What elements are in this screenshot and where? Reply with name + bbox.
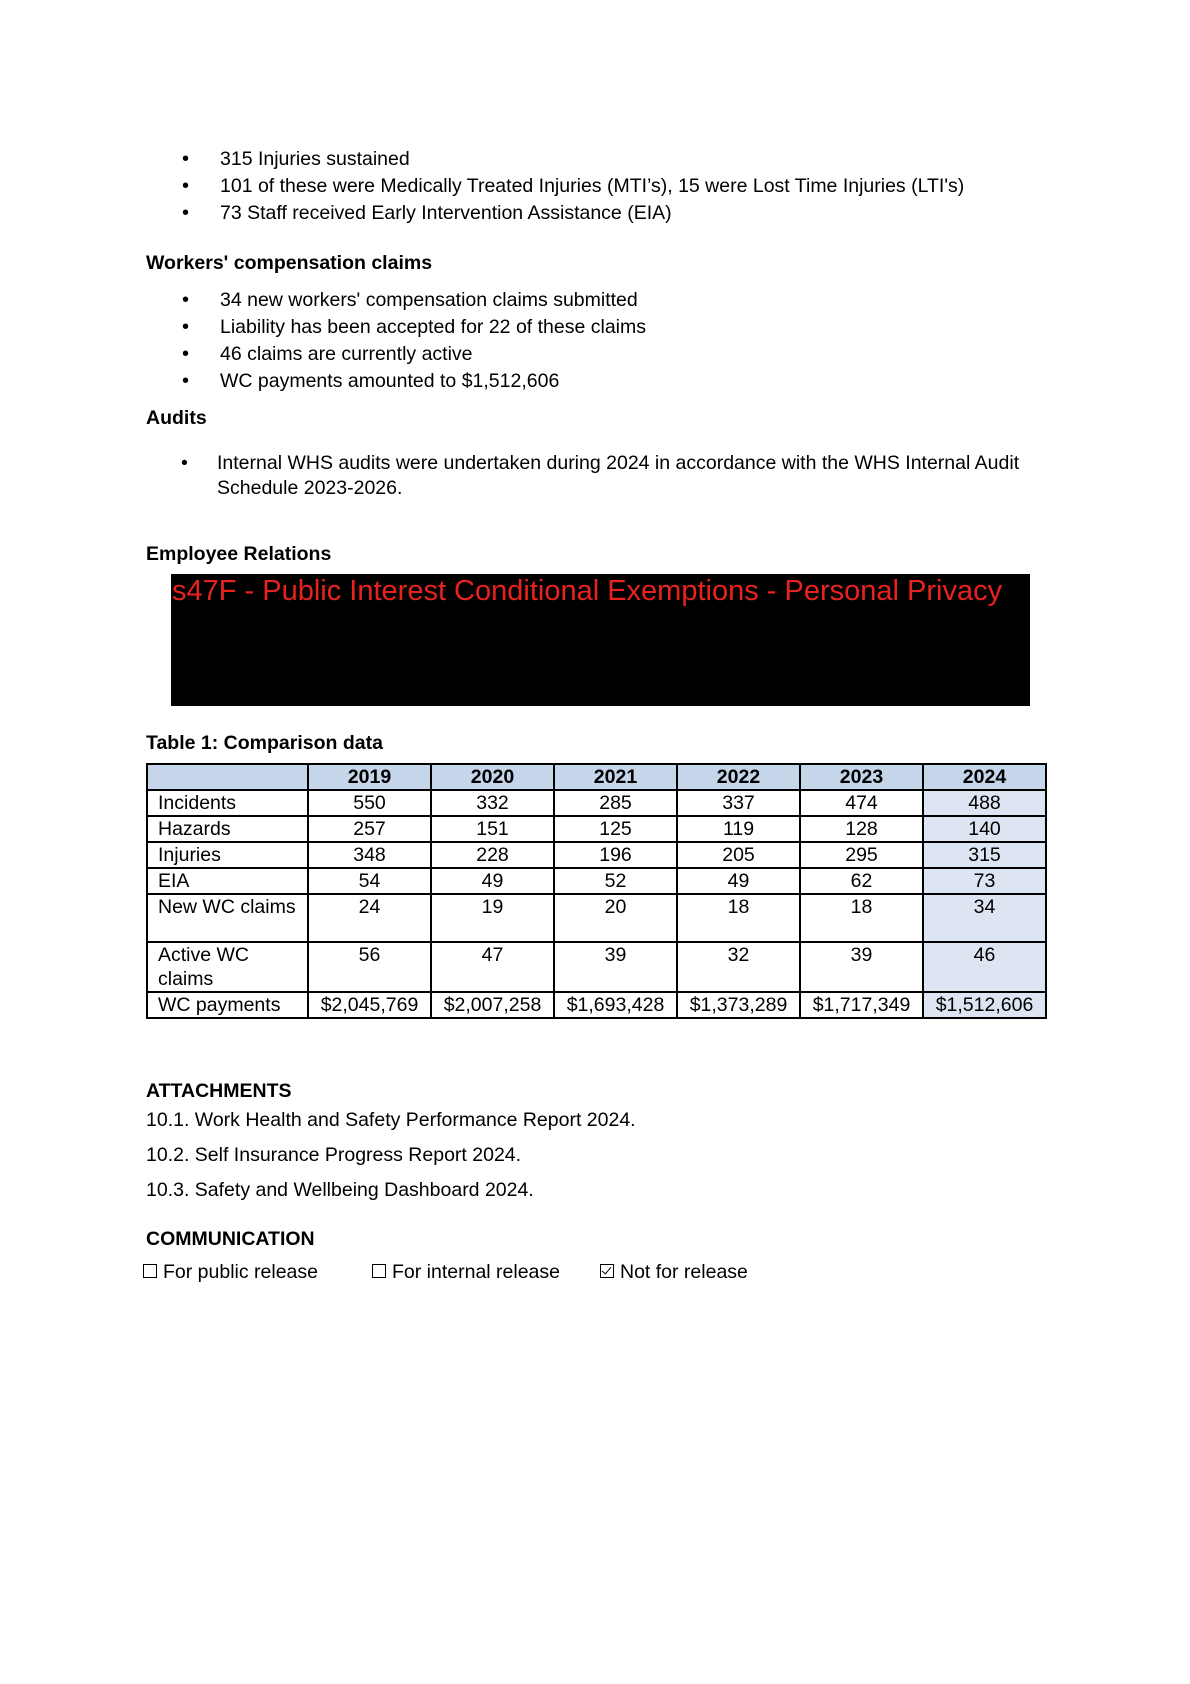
attachment-link[interactable]: 10.2. Self Insurance Progress Report 2024. bbox=[146, 1144, 522, 1166]
table-cell: 151 bbox=[431, 816, 554, 842]
table-cell: 19 bbox=[431, 894, 554, 942]
table-header-cell bbox=[147, 764, 308, 790]
table-cell: 54 bbox=[308, 868, 431, 894]
table-cell: 52 bbox=[554, 868, 677, 894]
table-cell: 46 bbox=[923, 942, 1046, 992]
audits-heading: Audits bbox=[146, 407, 207, 429]
table-cell: $1,512,606 bbox=[923, 992, 1046, 1018]
row-label: EIA bbox=[147, 868, 308, 894]
whs-summary-list bbox=[220, 146, 964, 227]
audit-list-item: • Internal WHS audits were undertaken during 2024 in accordance with the WHS Internal Audit Schedule 2023-2026. bbox=[217, 451, 1097, 501]
table-header-cell: 2024 bbox=[923, 764, 1046, 790]
attachments-heading: ATTACHMENTS bbox=[146, 1080, 292, 1102]
table-row bbox=[147, 816, 1046, 842]
table-cell: 73 bbox=[923, 868, 1046, 894]
table-cell: 332 bbox=[431, 790, 554, 816]
table-header-cell: 2019 bbox=[308, 764, 431, 790]
table-cell: 47 bbox=[431, 942, 554, 992]
list-item: • 46 claims are currently active bbox=[220, 341, 646, 368]
table-cell: 140 bbox=[923, 816, 1046, 842]
table-cell: 18 bbox=[677, 894, 800, 942]
list-item: • WC payments amounted to $1,512,606 bbox=[220, 368, 646, 395]
table-cell: 62 bbox=[800, 868, 923, 894]
row-label: Hazards bbox=[147, 816, 308, 842]
checkbox-checked-icon[interactable] bbox=[600, 1264, 614, 1278]
table-cell: 18 bbox=[800, 894, 923, 942]
table-row bbox=[147, 942, 1046, 992]
table-cell: 474 bbox=[800, 790, 923, 816]
option-label: Not for release bbox=[620, 1261, 748, 1283]
table-cell: 125 bbox=[554, 816, 677, 842]
table-header-cell: 2022 bbox=[677, 764, 800, 790]
row-label: WC payments bbox=[147, 992, 308, 1018]
table-header-cell: 2023 bbox=[800, 764, 923, 790]
table-caption: Table 1: Comparison data bbox=[146, 732, 383, 754]
table-cell: $2,007,258 bbox=[431, 992, 554, 1018]
table-cell: $2,045,769 bbox=[308, 992, 431, 1018]
redaction-label: s47F - Public Interest Conditional Exemptions - Personal Privacy bbox=[172, 575, 1003, 607]
table-cell: 39 bbox=[554, 942, 677, 992]
table-cell: 205 bbox=[677, 842, 800, 868]
table-cell: 348 bbox=[308, 842, 431, 868]
option-label: For internal release bbox=[392, 1261, 560, 1283]
row-label: Active WC claims bbox=[147, 942, 308, 992]
table-cell: 285 bbox=[554, 790, 677, 816]
comparison-table bbox=[146, 763, 1047, 1019]
table-cell: 257 bbox=[308, 816, 431, 842]
table-cell: 39 bbox=[800, 942, 923, 992]
table-header-cell: 2020 bbox=[431, 764, 554, 790]
table-cell: 34 bbox=[923, 894, 1046, 942]
table-row bbox=[147, 894, 1046, 942]
option-not-for-release[interactable] bbox=[600, 1260, 748, 1284]
table-cell: $1,717,349 bbox=[800, 992, 923, 1018]
table-cell: $1,693,428 bbox=[554, 992, 677, 1018]
attachment-link[interactable]: 10.3. Safety and Wellbeing Dashboard 2024. bbox=[146, 1179, 534, 1201]
table-cell: $1,373,289 bbox=[677, 992, 800, 1018]
table-cell: 337 bbox=[677, 790, 800, 816]
row-label: Injuries bbox=[147, 842, 308, 868]
redaction-block bbox=[171, 574, 1030, 706]
list-item: • 101 of these were Medically Treated Injuries (MTI’s), 15 were Lost Time Injuries (LTI's) bbox=[220, 173, 964, 200]
table-row bbox=[147, 868, 1046, 894]
table-row bbox=[147, 842, 1046, 868]
table-cell: 488 bbox=[923, 790, 1046, 816]
table-header-row bbox=[147, 764, 1046, 790]
table-cell: 32 bbox=[677, 942, 800, 992]
table-cell: 228 bbox=[431, 842, 554, 868]
table-cell: 315 bbox=[923, 842, 1046, 868]
option-label: For public release bbox=[163, 1261, 318, 1283]
checkbox-unchecked-icon[interactable] bbox=[372, 1264, 386, 1278]
table-cell: 49 bbox=[677, 868, 800, 894]
checkbox-unchecked-icon[interactable] bbox=[143, 1264, 157, 1278]
list-item: • Liability has been accepted for 22 of these claims bbox=[220, 314, 646, 341]
table-row bbox=[147, 992, 1046, 1018]
table-cell: 295 bbox=[800, 842, 923, 868]
table-cell: 550 bbox=[308, 790, 431, 816]
attachment-link[interactable]: 10.1. Work Health and Safety Performance Report 2024. bbox=[146, 1109, 636, 1131]
option-public-release[interactable] bbox=[143, 1260, 318, 1284]
table-cell: 196 bbox=[554, 842, 677, 868]
employee-relations-heading: Employee Relations bbox=[146, 543, 332, 565]
row-label: New WC claims bbox=[147, 894, 308, 942]
table-header-cell: 2021 bbox=[554, 764, 677, 790]
workers-comp-list bbox=[220, 287, 646, 395]
workers-comp-heading: Workers' compensation claims bbox=[146, 252, 433, 274]
table-cell: 20 bbox=[554, 894, 677, 942]
table-cell: 49 bbox=[431, 868, 554, 894]
table-cell: 128 bbox=[800, 816, 923, 842]
table-cell: 24 bbox=[308, 894, 431, 942]
option-internal-release[interactable] bbox=[372, 1260, 560, 1284]
row-label: Incidents bbox=[147, 790, 308, 816]
list-item: • 34 new workers' compensation claims submitted bbox=[220, 287, 646, 314]
communication-heading: COMMUNICATION bbox=[146, 1228, 315, 1250]
list-item: • 73 Staff received Early Intervention Assistance (EIA) bbox=[220, 200, 964, 227]
table-cell: 119 bbox=[677, 816, 800, 842]
table-row bbox=[147, 790, 1046, 816]
list-item: • 315 Injuries sustained bbox=[220, 146, 964, 173]
table-cell: 56 bbox=[308, 942, 431, 992]
